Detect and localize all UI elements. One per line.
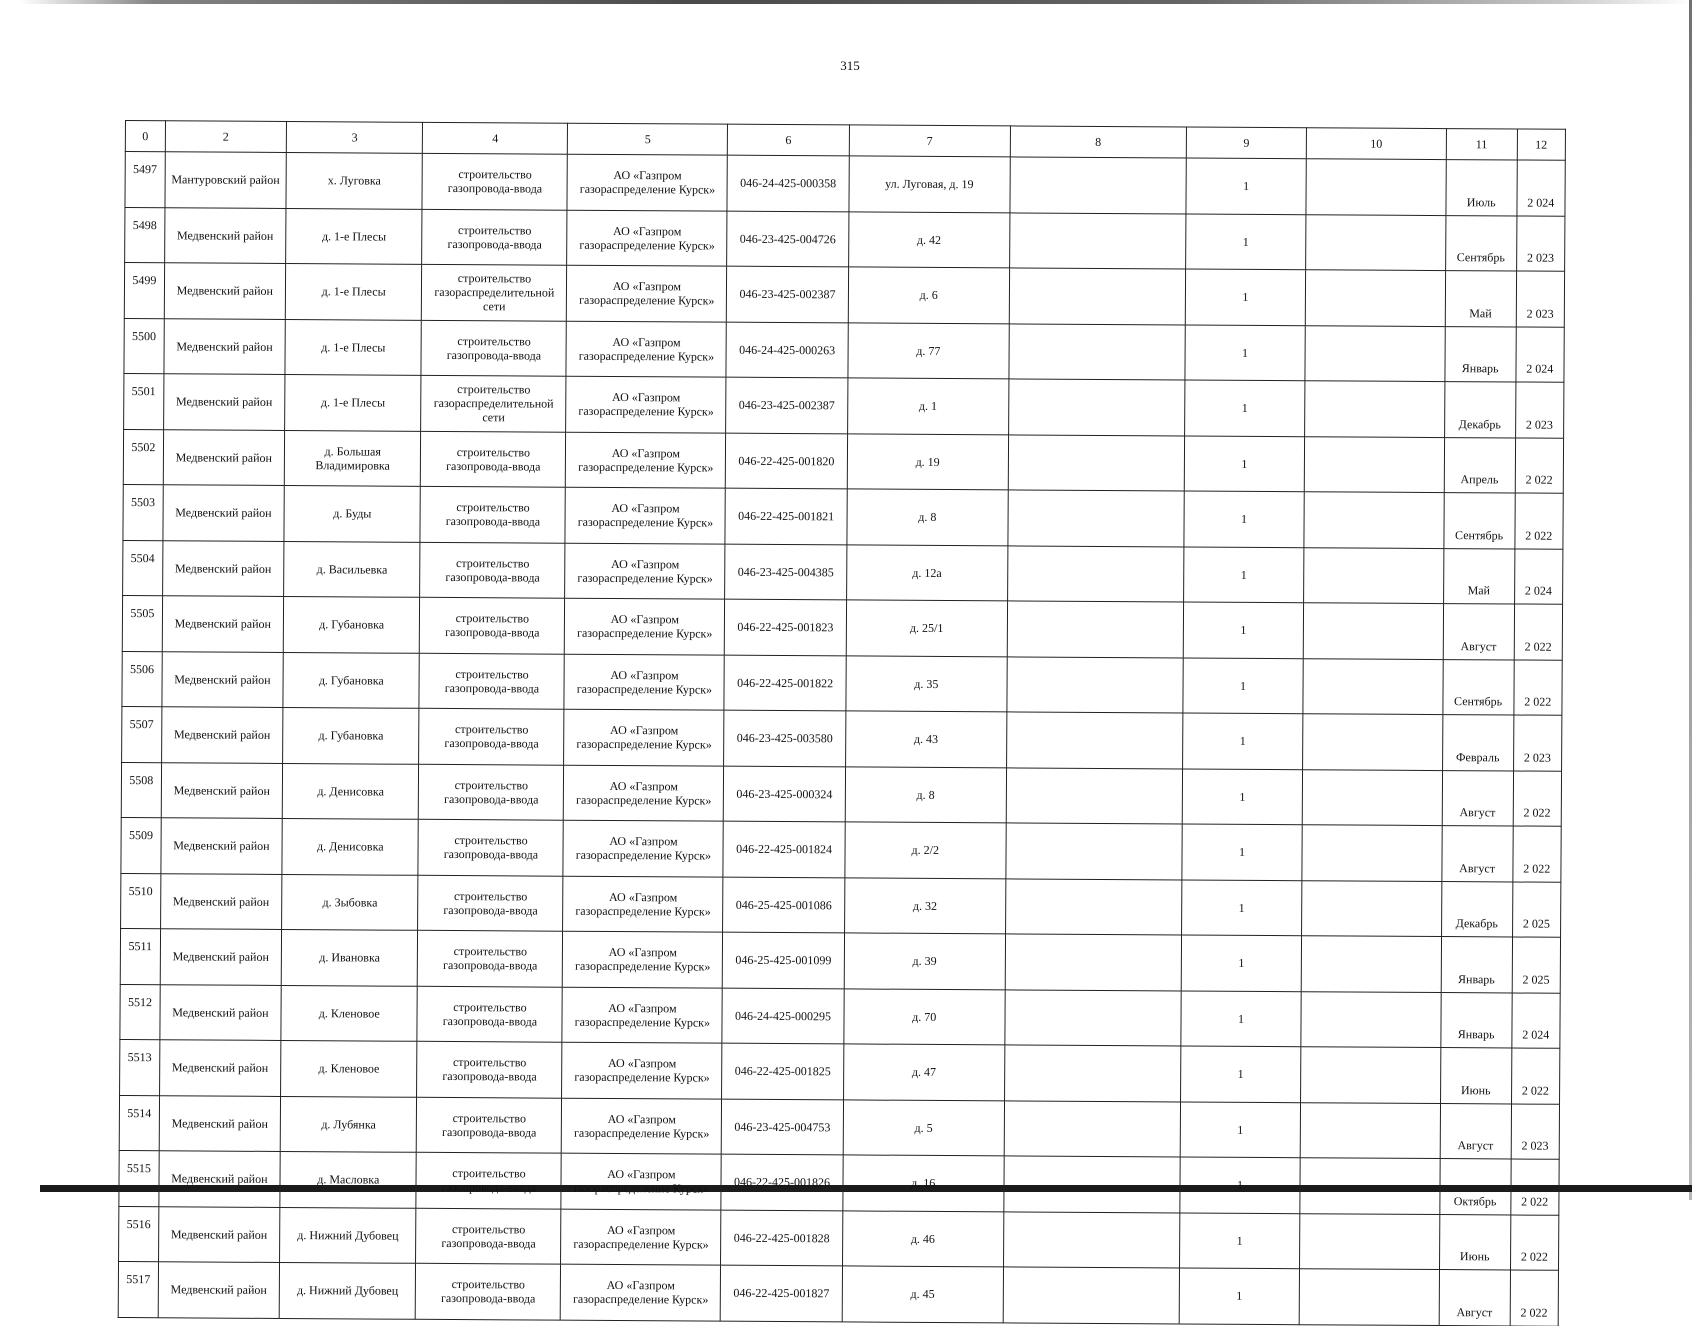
district-cell: Медвенский район [158,1262,280,1318]
col10-cell [1305,381,1445,437]
settlement-cell: д. Денисовка [282,818,419,874]
quantity-cell: 1 [1184,380,1305,436]
work-type-cell: строительство газопровода-ввода [421,431,566,487]
year-cell: 2 023 [1516,271,1565,327]
permit-code-cell: 046-22-425-001820 [726,433,848,489]
quantity-cell: 1 [1181,879,1302,935]
table-row [125,152,1565,216]
organization-cell: АО «Газпром газораспределение Курск» [562,1042,722,1098]
organization-cell: АО «Газпром газораспределение Курск» [564,765,724,821]
address-cell: д. 35 [846,655,1007,711]
organization-cell: АО «Газпром газораспределение Курск» [565,598,725,654]
year-cell: 2 022 [1512,826,1561,882]
address-cell: д. 46 [842,1210,1003,1266]
row-number: 5505 [122,595,162,651]
permit-code-cell: 046-24-425-000295 [722,988,844,1044]
month-cell: Июнь [1440,1048,1511,1104]
table-row [120,1039,1560,1103]
col8-cell [1003,1267,1179,1324]
table-row [125,207,1565,271]
work-type-cell: строительство газопровода-ввода [422,153,567,209]
year-cell: 2 023 [1513,715,1562,771]
work-type-cell: строительство газопровода-ввода [416,1208,561,1264]
permit-code-cell: 046-22-425-001828 [721,1210,843,1266]
address-cell: д. 77 [848,322,1009,378]
header-col-12: 12 [1517,129,1566,160]
month-cell: Сентябрь [1445,215,1516,271]
address-cell: д. 39 [844,933,1005,989]
year-cell: 2 022 [1515,437,1564,493]
month-cell: Август [1439,1270,1510,1326]
quantity-cell: 1 [1185,269,1306,325]
year-cell: 2 023 [1516,216,1565,272]
month-cell: Декабрь [1441,881,1512,937]
permit-code-cell: 046-23-425-004385 [725,544,847,600]
table-row [120,984,1560,1048]
settlement-cell: д. Губановка [283,652,420,708]
address-cell: д. 25/1 [846,600,1007,656]
work-type-cell: строительство газораспределительной сети [421,375,566,431]
month-cell: Январь [1441,937,1512,993]
permit-code-cell: 046-24-425-000263 [726,322,848,378]
col10-cell [1301,936,1441,992]
year-cell: 2 024 [1516,326,1565,382]
settlement-cell: х. Луговка [286,152,423,208]
header-col-10: 10 [1306,128,1446,160]
address-cell: д. 6 [848,267,1009,323]
permit-code-cell: 046-24-425-000358 [727,155,849,211]
table-row [122,651,1562,715]
table-body [118,152,1565,1326]
col10-cell [1304,436,1444,492]
col10-cell [1299,1269,1439,1325]
table-row [123,429,1563,493]
organization-cell: АО «Газпром газораспределение Курск» [564,654,724,710]
col8-cell [1009,268,1185,325]
year-cell: 2 024 [1511,992,1560,1048]
organization-cell: АО «Газпром газораспределение Курск» [567,154,727,210]
quantity-cell: 1 [1181,990,1302,1046]
row-number: 5510 [121,873,161,929]
permit-code-cell: 046-23-425-004753 [722,1099,844,1155]
month-cell: Июль [1446,160,1517,216]
quantity-cell: 1 [1184,491,1305,547]
header-col-9: 9 [1186,127,1306,159]
district-cell: Медвенский район [159,1040,281,1096]
row-number: 5517 [118,1261,158,1317]
district-cell: Медвенский район [164,207,286,263]
col8-cell [1009,212,1185,269]
year-cell: 2 022 [1513,659,1562,715]
organization-cell: АО «Газпром газораспределение Курск» [563,820,723,876]
quantity-cell: 1 [1182,713,1303,769]
col10-cell [1305,325,1445,381]
organization-cell: АО «Газпром газораспределение Курск» [563,931,723,987]
row-number: 5506 [122,651,162,707]
col8-cell [1007,601,1183,658]
settlement-cell: д. Губановка [283,596,420,652]
header-col-5: 5 [568,123,728,155]
year-cell: 2 022 [1510,1214,1559,1270]
col10-cell [1306,159,1446,215]
table-row [119,1150,1559,1214]
year-cell: 2 022 [1511,1048,1560,1104]
quantity-cell: 1 [1180,1157,1301,1213]
year-cell: 2 024 [1517,160,1566,216]
year-cell: 2 022 [1510,1159,1559,1215]
address-cell: д. 43 [845,711,1006,767]
col8-cell [1004,1100,1180,1157]
district-cell: Медвенский район [163,485,285,541]
year-cell: 2 022 [1510,1270,1559,1326]
permit-code-cell: 046-25-425-001086 [723,877,845,933]
table-row [119,1206,1559,1270]
district-cell: Медвенский район [164,318,286,374]
settlement-cell: д. 1-е Плесы [286,208,423,264]
row-number: 5502 [123,429,163,485]
col10-cell [1303,714,1443,770]
scan-edge-top [20,0,1692,4]
row-number: 5504 [123,540,163,596]
organization-cell: АО «Газпром газораспределение Курск» [564,709,724,765]
district-cell: Мантуровский район [165,152,287,208]
work-type-cell: строительство газопровода-ввода [420,542,565,598]
permit-code-cell: 046-22-425-001824 [723,821,845,877]
month-cell: Май [1445,271,1516,327]
year-cell: 2 022 [1513,770,1562,826]
month-cell: Октябрь [1440,1159,1511,1215]
col10-cell [1300,1102,1440,1158]
district-cell: Медвенский район [162,596,284,652]
organization-cell: АО «Газпром газораспределение Курск» [562,1098,722,1154]
address-cell: д. 45 [842,1266,1003,1322]
work-type-cell: строительство газопровода-ввода [422,209,567,265]
organization-cell: АО «Газпром газораспределение Курск» [562,987,722,1043]
col8-cell [1005,934,1181,991]
work-type-cell: строительство газопровода-ввода [417,986,562,1042]
row-number: 5498 [125,207,165,263]
col10-cell [1303,658,1443,714]
year-cell: 2 025 [1512,937,1561,993]
table-row [121,762,1561,826]
district-cell: Медвенский район [163,429,285,485]
work-type-cell: строительство газопровода-ввода [418,930,563,986]
settlement-cell: д. Губановка [283,707,420,763]
month-cell: Август [1442,770,1513,826]
col10-cell [1300,1213,1440,1269]
address-cell: д. 8 [847,489,1008,545]
header-col-0: 0 [125,121,165,152]
permit-code-cell: 046-25-425-001099 [723,932,845,988]
permit-code-cell: 046-23-425-004726 [727,211,849,267]
col8-cell [1008,434,1184,491]
header-col-8: 8 [1010,126,1186,158]
address-cell: ул. Луговая, д. 19 [849,156,1010,212]
permit-code-cell: 046-23-425-002387 [727,266,849,322]
organization-cell: АО «Газпром газораспределение Курск» [565,543,725,599]
address-cell: д. 12а [846,544,1007,600]
permit-code-cell: 046-22-425-001822 [724,655,846,711]
row-number: 5509 [121,817,161,873]
table-container [118,120,1566,1326]
address-cell: д. 2/2 [845,822,1006,878]
table-row [120,928,1560,992]
col8-cell [1007,545,1183,602]
quantity-cell: 1 [1180,1101,1301,1157]
quantity-cell: 1 [1179,1268,1300,1324]
settlement-cell: д. 1-е Плесы [285,374,422,430]
work-type-cell: строительство газопровода-ввода [417,1097,562,1153]
row-number: 5501 [124,373,164,429]
settlement-cell: д. Буды [284,485,421,541]
row-number: 5500 [124,318,164,374]
address-cell: д. 47 [843,1044,1004,1100]
quantity-cell: 1 [1183,657,1304,713]
col10-cell [1304,547,1444,603]
address-cell: д. 19 [847,433,1008,489]
month-cell: Май [1443,548,1514,604]
address-cell: д. 1 [847,378,1008,434]
table-row [124,263,1564,327]
district-cell: Медвенский район [164,263,286,319]
work-type-cell: строительство газопровода-ввода [420,486,565,542]
col8-cell [1007,656,1183,713]
quantity-cell: 1 [1186,158,1307,214]
address-cell: д. 70 [844,988,1005,1044]
quantity-cell: 1 [1184,435,1305,491]
permit-code-cell: 046-23-425-003580 [724,710,846,766]
month-cell: Август [1440,1103,1511,1159]
year-cell: 2 023 [1515,382,1564,438]
row-number: 5512 [120,984,160,1040]
settlement-cell: д. 1-е Плесы [285,263,422,319]
organization-cell: АО «Газпром газораспределение Курск» [561,1264,721,1320]
col10-cell [1302,825,1442,881]
year-cell: 2 024 [1514,548,1563,604]
settlement-cell: д. Зыбовка [282,874,419,930]
table-row [122,706,1562,770]
year-cell: 2 023 [1511,1103,1560,1159]
col8-cell [1004,1045,1180,1102]
table-row [119,1095,1559,1159]
address-cell: д. 32 [844,877,1005,933]
work-type-cell: строительство газопровода-ввода [418,819,563,875]
organization-cell: АО «Газпром газораспределение Курск» [565,487,725,543]
settlement-cell: д. Масловка [280,1151,417,1207]
organization-cell: АО «Газпром газораспределение Курск» [563,876,723,932]
quantity-cell: 1 [1185,324,1306,380]
work-type-cell: строительство газопровода-ввода [418,875,563,931]
district-cell: Медвенский район [162,540,284,596]
month-cell: Сентябрь [1443,659,1514,715]
address-cell: д. 42 [848,211,1009,267]
table-row [124,373,1564,437]
permit-code-cell: 046-22-425-001821 [725,488,847,544]
table-row [124,318,1564,382]
month-cell: Сентябрь [1444,493,1515,549]
district-cell: Медвенский район [160,929,282,985]
gasification-table [118,120,1566,1326]
row-number: 5503 [123,484,163,540]
work-type-cell: строительство газопровода-ввода [419,653,564,709]
col8-cell [1006,823,1182,880]
work-type-cell: строительство газопровода-ввода [416,1263,561,1319]
quantity-cell: 1 [1183,602,1304,658]
table-row [118,1261,1558,1325]
row-number: 5508 [121,762,161,818]
header-col-4: 4 [423,122,568,154]
col8-cell [1010,157,1186,214]
year-cell: 2 022 [1514,604,1563,660]
col8-cell [1008,379,1184,436]
settlement-cell: д. 1-е Плесы [285,319,422,375]
permit-code-cell: 046-23-425-002387 [726,377,848,433]
quantity-cell: 1 [1179,1212,1300,1268]
col10-cell [1302,769,1442,825]
permit-code-cell: 046-22-425-001826 [721,1154,843,1210]
settlement-cell: д. Ивановка [281,929,418,985]
district-cell: Медвенский район [159,1151,281,1207]
year-cell: 2 025 [1512,881,1561,937]
district-cell: Медвенский район [162,651,284,707]
table-row [122,595,1562,659]
district-cell: Медвенский район [161,762,283,818]
work-type-cell: строительство газопровода-ввода [419,708,564,764]
settlement-cell: д. Большая Владимировка [284,430,421,486]
work-type-cell: строительство газопровода-ввода [419,764,564,820]
row-number: 5513 [120,1039,160,1095]
col10-cell [1306,214,1446,270]
table-row [123,484,1563,548]
work-type-cell: строительство газопровода-ввода [416,1152,561,1208]
district-cell: Медвенский район [158,1206,280,1262]
settlement-cell: д. Денисовка [282,763,419,819]
col10-cell [1301,991,1441,1047]
work-type-cell: строительство газопровода-ввода [420,597,565,653]
settlement-cell: д. Нижний Дубовец [279,1262,416,1318]
row-number: 5511 [120,928,160,984]
work-type-cell: строительство газопровода-ввода [417,1041,562,1097]
col8-cell [1005,878,1181,935]
month-cell: Февраль [1442,715,1513,771]
organization-cell: АО «Газпром газораспределение Курск» [566,376,726,432]
district-cell: Медвенский район [161,707,283,763]
work-type-cell: строительство газораспределительной сети [422,264,567,320]
header-col-2: 2 [165,121,287,153]
district-cell: Медвенский район [159,1095,281,1151]
row-number: 5507 [122,706,162,762]
page-number: 315 [840,58,860,73]
district-cell: Медвенский район [161,818,283,874]
header-col-3: 3 [286,121,423,153]
col8-cell [1008,490,1184,547]
col10-cell [1300,1158,1440,1214]
month-cell: Декабрь [1444,382,1515,438]
address-cell: д. 16 [843,1155,1004,1211]
col10-cell [1301,1047,1441,1103]
table-row [121,817,1561,881]
row-number: 5516 [119,1206,159,1262]
quantity-cell: 1 [1182,768,1303,824]
row-number: 5497 [125,152,165,208]
quantity-cell: 1 [1182,824,1303,880]
row-number: 5515 [119,1150,159,1206]
organization-cell: АО «Газпром газораспределение Курск» [566,321,726,377]
col8-cell [1006,712,1182,769]
month-cell: Апрель [1444,437,1515,493]
district-cell: Медвенский район [163,374,285,430]
settlement-cell: д. Васильевка [284,541,421,597]
district-cell: Медвенский район [160,984,282,1040]
organization-cell: АО «Газпром газораспределение Курск» [567,210,727,266]
district-cell: Медвенский район [160,873,282,929]
table-row [123,540,1563,604]
work-type-cell: строительство газопровода-ввода [421,320,566,376]
address-cell: д. 8 [845,766,1006,822]
col10-cell [1302,880,1442,936]
address-cell: д. 5 [843,1099,1004,1155]
quantity-cell: 1 [1183,546,1304,602]
organization-cell: АО «Газпром газораспределение Курск» [567,265,727,321]
organization-cell: АО «Газпром газораспределение Курск» [561,1153,721,1209]
permit-code-cell: 046-22-425-001823 [725,599,847,655]
settlement-cell: д. Нижний Дубовец [280,1207,417,1263]
row-number: 5499 [124,263,164,319]
col8-cell [1006,767,1182,824]
month-cell: Январь [1445,326,1516,382]
permit-code-cell: 046-22-425-001827 [721,1265,843,1321]
table-row [121,873,1561,937]
settlement-cell: д. Кленовое [281,985,418,1041]
organization-cell: АО «Газпром газораспределение Курск» [561,1209,721,1265]
col8-cell [1004,1156,1180,1213]
settlement-cell: д. Кленовое [281,1040,418,1096]
permit-code-cell: 046-22-425-001825 [722,1043,844,1099]
month-cell: Август [1442,826,1513,882]
col8-cell [1005,989,1181,1046]
col10-cell [1305,270,1445,326]
col8-cell [1009,323,1185,380]
month-cell: Январь [1441,992,1512,1048]
organization-cell: АО «Газпром газораспределение Курск» [566,432,726,488]
quantity-cell: 1 [1180,1046,1301,1102]
header-col-11: 11 [1446,129,1517,160]
permit-code-cell: 046-23-425-000324 [724,766,846,822]
year-cell: 2 022 [1514,493,1563,549]
header-col-6: 6 [728,124,850,156]
month-cell: Июнь [1439,1214,1510,1270]
month-cell: Август [1443,604,1514,660]
settlement-cell: д. Лубянка [280,1096,417,1152]
quantity-cell: 1 [1185,213,1306,269]
col10-cell [1304,492,1444,548]
col8-cell [1003,1211,1179,1268]
row-number: 5514 [119,1095,159,1151]
header-col-7: 7 [849,125,1010,157]
col10-cell [1303,603,1443,659]
quantity-cell: 1 [1181,935,1302,991]
